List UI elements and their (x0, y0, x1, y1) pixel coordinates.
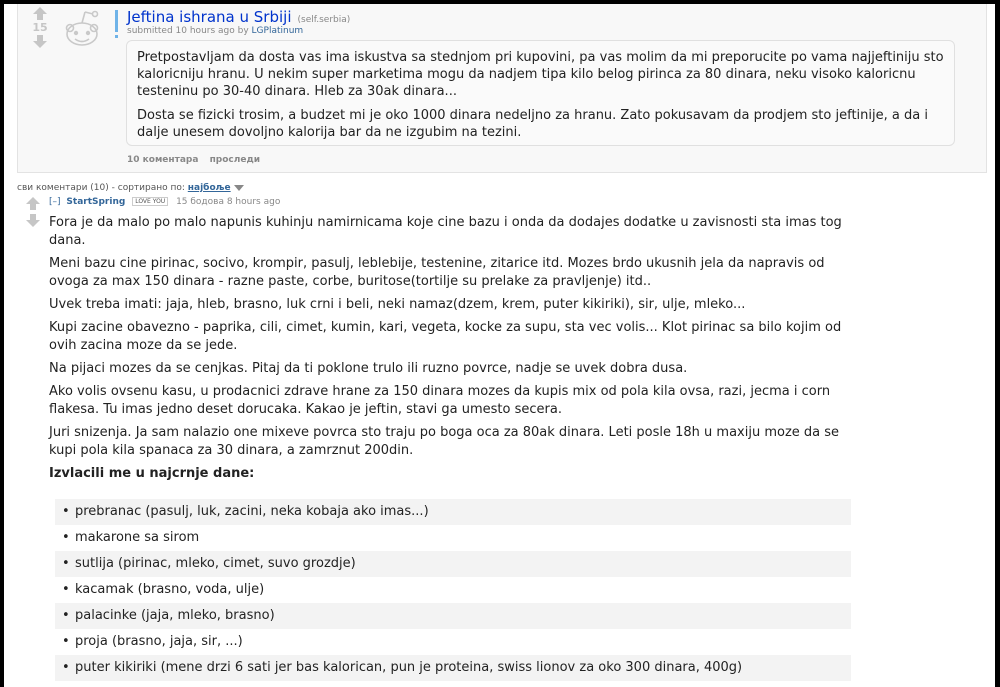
post-body-paragraph: Dosta se fizicki trosim, a budzet mi je oko 1000 dinara nedeljno za hranu. Zato pokusavam da prodjem sto jeftinije, a da i dalje unesem dovoljno kalorija bar da ne izgubim na tezini. (137, 108, 928, 140)
post-buttons (127, 155, 268, 165)
comment-body (49, 214, 859, 681)
list-item: • proja (brasno, jaja, sir, ...) (55, 629, 851, 655)
comment-paragraph: Meni bazu cine pirinac, socivo, krompir, pasulj, leblebije, testenine, zitarice itd. Mozes brdo ukusnih jela da napravis od ovoga za max 150 dinara - razne paste, corbe, buritose(tortilje su prelake za pravljenje) itd.. (49, 256, 825, 289)
page-frame (4, 4, 995, 687)
post-title-line (127, 7, 350, 26)
post-body-paragraph: Pretpostavljam da dosta vas ima iskustva sa stednjom pri kupovini, pa vas molim da mi preporucite po vama najjeftiniju sto kaloricniju hranu. U nekim super marketima mogu da nadjem tipa kilo belog pirinca za 80 dinara, neku visoko kaloricnu testeninu po 30-40 dinara. Hleb za 30ak dinara... (137, 50, 944, 99)
comment-list (55, 499, 851, 681)
comment-downvote-arrow-icon[interactable] (26, 214, 40, 228)
comment-paragraph: Uvek treba imati: jaja, hleb, brasno, luk crni i beli, neki namaz(dzem, krem, puter kikiriki), sir, ulje, mleko... (49, 297, 746, 312)
list-item: • palacinke (jaja, mleko, brasno) (55, 603, 851, 629)
post-domain[interactable]: (self.serbia) (297, 15, 351, 25)
list-item: • kacamak (brasno, voda, ulje) (55, 577, 851, 603)
post-body (126, 40, 955, 146)
self-post-indicator-dot (115, 35, 118, 38)
post-score: 15 (32, 21, 48, 34)
collapse-toggle[interactable]: [–] (49, 197, 61, 207)
comment-vote (26, 197, 40, 228)
comment-paragraph: Kupi zacine obavezno - paprika, cili, cimet, kumin, kari, vegeta, kocke za supu, sta vec volis... Klot pirinac sa bilo kojim od ovih zacina moze da se jede. (49, 320, 842, 353)
comment-upvote-arrow-icon[interactable] (26, 197, 40, 211)
comments-sort-bar (17, 183, 244, 193)
comment-heading: Izvlacili me u najcrnje dane: (49, 466, 255, 481)
post-container (17, 4, 987, 173)
list-item: • makarone sa sirom (55, 525, 851, 551)
comments-count-label: сви коментари (10) - сортирано по: (17, 183, 185, 193)
submitted-text: submitted 10 hours ago by (127, 26, 249, 36)
user-flair: LOVE YOU (132, 197, 168, 206)
list-item: • sutlija (pirinac, mleko, cimet, suvo grozdje) (55, 551, 851, 577)
sort-dropdown[interactable]: најбоље (187, 183, 231, 193)
comment-paragraph: Na pijaci mozes da se cenjkas. Pitaj da ti poklone trulo ili ruzno povrce, nadje se uvek dobra dusa. (49, 361, 688, 376)
list-item: • puter kikiriki (mene drzi 6 sati jer bas kalorican, pun je proteina, swiss lionov za oko 300 dinara, 400g) (55, 655, 851, 681)
downvote-arrow-icon[interactable] (33, 35, 47, 49)
comment-paragraph: Ako volis ovsenu kasu, u prodacnici zdrave hrane za 150 dinara mozes da kupis mix od pola kila ovsa, razi, jecma i corn flakesa. Tu imas jedno deset dorucaka. Kakao je jeftin, stavi ga umesto secera. (49, 384, 831, 417)
upvote-arrow-icon[interactable] (33, 7, 47, 21)
comments-link[interactable]: 10 коментара (127, 155, 199, 165)
comment-author-link[interactable]: StartSpring (66, 197, 126, 207)
comment-paragraph: Fora je da malo po malo napunis kuhinju namirnicama koje cine bazu i onda da dodajes dodatke u zavisnosti sta imas tog dana. (49, 215, 842, 248)
chevron-down-icon[interactable] (234, 185, 244, 191)
post-tagline (127, 26, 303, 36)
comment-paragraph: Juri snizenja. Ja sam nalazio one mixeve povrca sto traju po boga oca za 80ak dinara. Leti posle 18h u maxiju moze da se kupi pola kila spanaca za 30 dinara, a zamrznut 200din. (49, 425, 840, 458)
comment-tagline (49, 197, 280, 207)
list-item: • prebranac (pasulj, luk, zacini, neka kobaja ako imas...) (55, 499, 851, 525)
comment-meta: 15 бодова 8 hours ago (176, 197, 281, 207)
post-vote (28, 7, 52, 49)
self-post-indicator (115, 10, 118, 32)
post-title-link[interactable]: Jeftina ishrana u Srbiji (127, 8, 292, 26)
self-post-thumbnail-icon[interactable] (58, 6, 108, 54)
post-author-link[interactable]: LGPlatinum (251, 26, 304, 36)
share-link[interactable]: проследи (209, 155, 261, 165)
